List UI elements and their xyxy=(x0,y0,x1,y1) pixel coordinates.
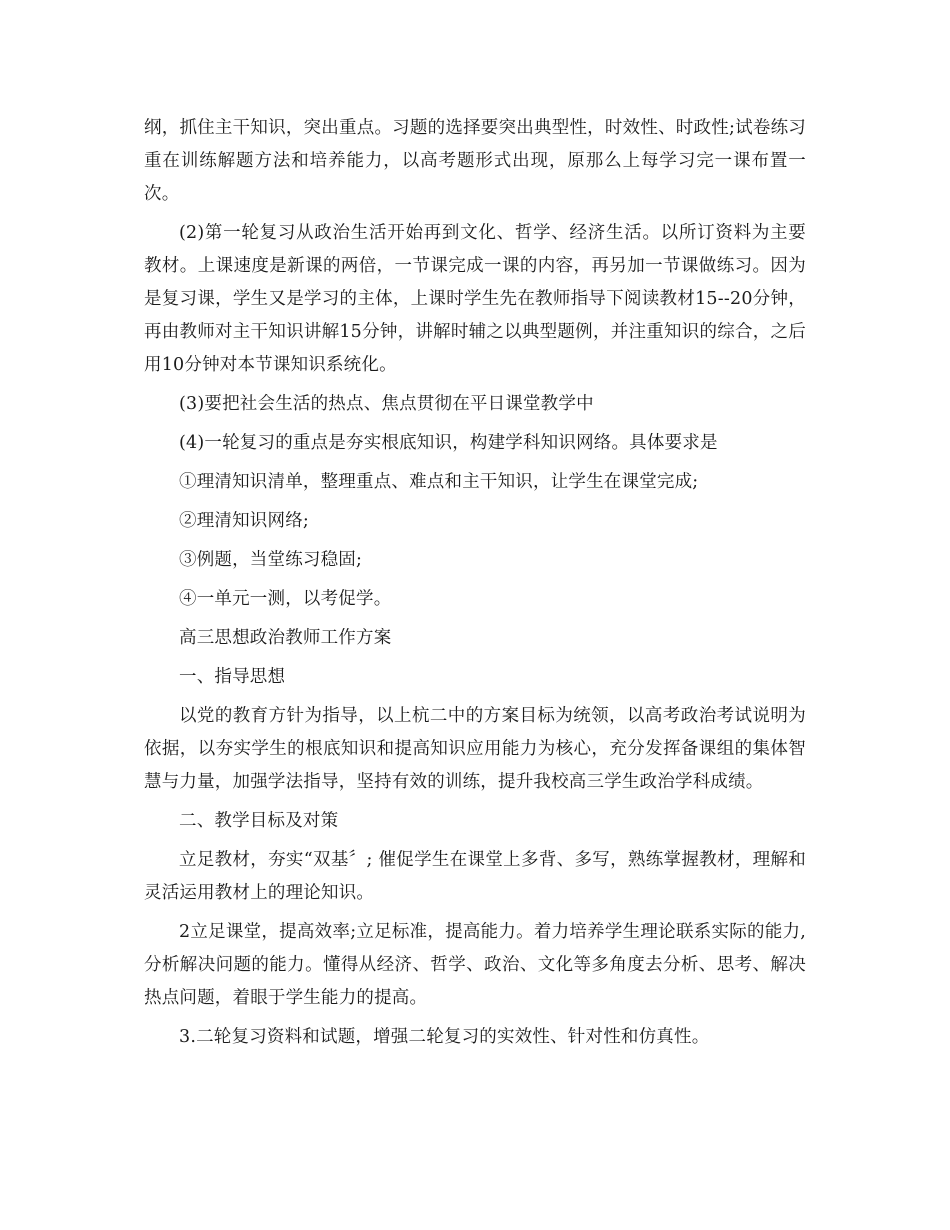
paragraph-4: (4)一轮复习的重点是夯实根底知识，构建学科知识网络。具体要求是 xyxy=(179,433,718,453)
list-item-4: ④一单元一测，以考促学。 xyxy=(179,589,392,609)
list-item-1: ①理清知识清单，整理重点、难点和主干知识，让学生在课堂完成; xyxy=(179,472,699,492)
section-title: 高三思想政治教师工作方案 xyxy=(179,628,392,648)
paragraph-1: 纲，抓住主干知识，突出重点。习题的选择要突出典型性，时效性、时政性;试卷练习重在训练解题方法和培养能力，以高考题形式出现，原那么上每学习完一课布置一次。 xyxy=(144,118,806,204)
list-item-2: ②理清知识网络; xyxy=(179,511,309,531)
heading-guiding-ideology: 一、指导思想 xyxy=(179,667,286,687)
heading-teaching-goals: 二、教学目标及对策 xyxy=(179,811,339,831)
document-body xyxy=(144,112,806,1060)
list-item-3: ③例题，当堂练习稳固; xyxy=(179,550,363,570)
paragraph-goal-2: 2立足课堂，提高效率;立足标准，提高能力。着力培养学生理论联系实际的能力,分析解决问题的能力。懂得从经济、哲学、政治、文化等多角度去分析、思考、解决热点问题，着眼于学生能力的提高。 xyxy=(144,922,806,1008)
paragraph-3: (3)要把社会生活的热点、焦点贯彻在平日课堂教学中 xyxy=(179,394,594,414)
paragraph-goal-3: 3.二轮复习资料和试题，增强二轮复习的实效性、针对性和仿真性。 xyxy=(179,1027,710,1047)
paragraph-2: (2)第一轮复习从政治生活开始再到文化、哲学、经济生活。以所订资料为主要教材。上课速度是新课的两倍，一节课完成一课的内容，再另加一节课做练习。因为是复习课，学生又是学习的主体，上课时学生先在教师指导下阅读教材15--20分钟，再由教师对主干知识讲解15分钟，讲解时辅之以典型题例，并注重知识的综合，之后用10分钟对本节课知识系统化。 xyxy=(144,223,806,375)
paragraph-guiding-ideology: 以党的教育方针为指导，以上杭二中的方案目标为统领，以高考政治考试说明为依据，以夯实学生的根底知识和提高知识应用能力为核心，充分发挥备课组的集体智慧与力量，加强学法指导，坚持有效的训练，提升我校高三学生政治学科成绩。 xyxy=(144,706,806,792)
paragraph-goal-1: 立足教材，夯实“双基〞; 催促学生在课堂上多背、多写，熟练掌握教材，理解和灵活运用教材上的理论知识。 xyxy=(144,850,806,903)
